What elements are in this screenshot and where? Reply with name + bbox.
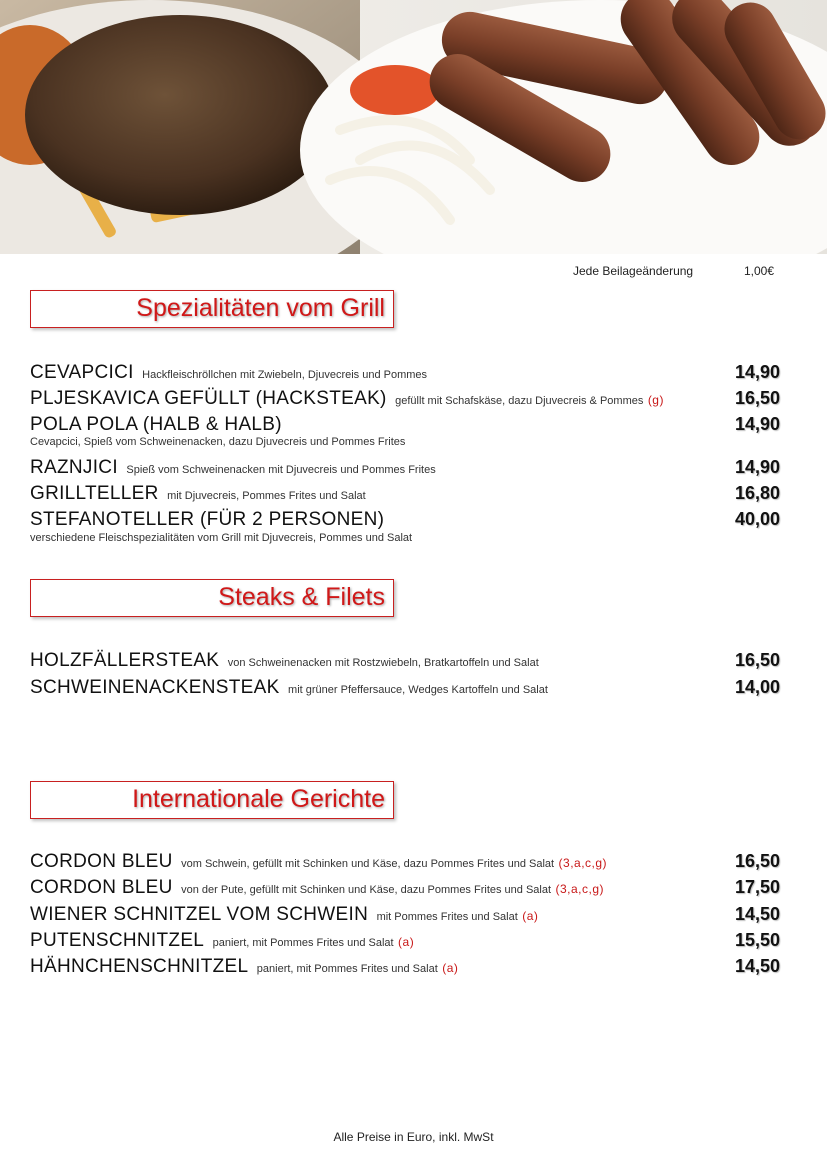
menu-item — [30, 388, 780, 410]
allergen-codes: (3,a,c,g) — [558, 856, 608, 870]
dish-name: CORDON BLEU — [30, 877, 173, 898]
dish-name: HOLZFÄLLERSTEAK — [30, 650, 220, 671]
dish-name: POLA POLA (HALB & HALB) — [30, 414, 282, 435]
dish-name: CEVAPCICI — [30, 362, 134, 383]
section-title-grill: Spezialitäten vom Grill — [136, 294, 385, 322]
allergen-codes: (3,a,c,g) — [555, 882, 604, 896]
dish-description: gefüllt mit Schafskäse, dazu Djuvecreis & Pommes — [395, 395, 644, 407]
dish-price: 16,80 — [734, 483, 780, 503]
dish-price: 40,00 — [734, 509, 780, 529]
section-title-steaks: Steaks & Filets — [218, 583, 385, 611]
dish-description: Cevapcici, Spieß vom Schweinenacken, dazu Djuvecreis und Pommes Frites — [30, 436, 406, 448]
dish-price: 14,90 — [734, 362, 780, 382]
dish-description: vom Schwein, gefüllt mit Schinken und Käse, dazu Pommes Frites und Salat — [181, 858, 555, 870]
dish-description: mit Djuvecreis, Pommes Frites und Salat — [167, 490, 366, 502]
menu-item — [30, 851, 780, 873]
dish-price: 14,50 — [734, 956, 780, 976]
menu-item — [30, 677, 780, 699]
menu-item — [30, 930, 780, 952]
menu-item — [30, 483, 780, 505]
side-change-label: Jede Beilageänderung — [573, 264, 694, 278]
dish-description: Spieß vom Schweinenacken mit Djuvecreis und Pommes Frites — [126, 464, 436, 476]
dish-price: 16,50 — [734, 388, 780, 408]
side-change-price: 1,00€ — [744, 264, 775, 278]
allergen-codes: (a) — [398, 935, 415, 949]
dish-description: paniert, mit Pommes Frites und Salat — [256, 963, 438, 975]
dish-name: WIENER SCHNITZEL VOM SCHWEIN — [30, 904, 369, 925]
dish-price: 16,50 — [734, 851, 780, 871]
section-header-grill — [30, 290, 394, 328]
dish-description: Hackfleischröllchen mit Zwiebeln, Djuvecreis und Pommes — [142, 369, 428, 381]
menu-item — [30, 877, 780, 899]
dish-price: 16,50 — [734, 650, 780, 670]
dish-description: von Schweinenacken mit Rostzwiebeln, Bratkartoffeln und Salat — [227, 657, 539, 669]
allergen-codes: (g) — [647, 393, 664, 407]
dish-price: 17,50 — [734, 877, 780, 897]
dish-name: GRILLTELLER — [30, 483, 159, 504]
dish-price: 14,90 — [734, 457, 780, 477]
allergen-codes: (a) — [442, 961, 459, 975]
dish-price: 14,90 — [734, 414, 780, 434]
dish-name: PLJESKAVICA GEFÜLLT (HACKSTEAK) — [30, 388, 387, 409]
menu-item — [30, 509, 780, 531]
allergen-codes: (a) — [522, 909, 539, 923]
dish-description: paniert, mit Pommes Frites und Salat — [212, 937, 394, 949]
dish-name: SCHWEINENACKENSTEAK — [30, 677, 280, 698]
menu-item — [30, 362, 780, 384]
dish-name: RAZNJICI — [30, 457, 118, 478]
dish-name: PUTENSCHNITZEL — [30, 930, 205, 951]
dish-price: 14,00 — [734, 677, 780, 697]
dish-name: HÄHNCHENSCHNITZEL — [30, 956, 249, 977]
menu-item — [30, 904, 780, 926]
dish-description: mit Pommes Frites und Salat — [376, 911, 518, 923]
hero-image — [0, 0, 827, 254]
section-title-international: Internationale Gerichte — [132, 785, 385, 813]
menu-item — [30, 956, 780, 978]
dish-name: CORDON BLEU — [30, 851, 173, 872]
dish-price: 15,50 — [734, 930, 780, 950]
dish-name: STEFANOTELLER (FÜR 2 PERSONEN) — [30, 509, 385, 530]
dish-price: 14,50 — [734, 904, 780, 924]
dish-description: von der Pute, gefüllt mit Schinken und Käse, dazu Pommes Frites und Salat — [181, 884, 552, 896]
menu-item — [30, 457, 780, 479]
section-header-steaks — [30, 579, 394, 617]
price-footnote: Alle Preise in Euro, inkl. MwSt — [333, 1130, 494, 1144]
dish-description: mit grüner Pfeffersauce, Wedges Kartoffeln und Salat — [288, 684, 548, 696]
menu-item — [30, 650, 780, 672]
section-header-international — [30, 781, 394, 819]
hero-food-photo — [0, 0, 827, 254]
dish-description: verschiedene Fleischspezialitäten vom Grill mit Djuvecreis, Pommes und Salat — [30, 532, 413, 544]
menu-item — [30, 414, 780, 436]
